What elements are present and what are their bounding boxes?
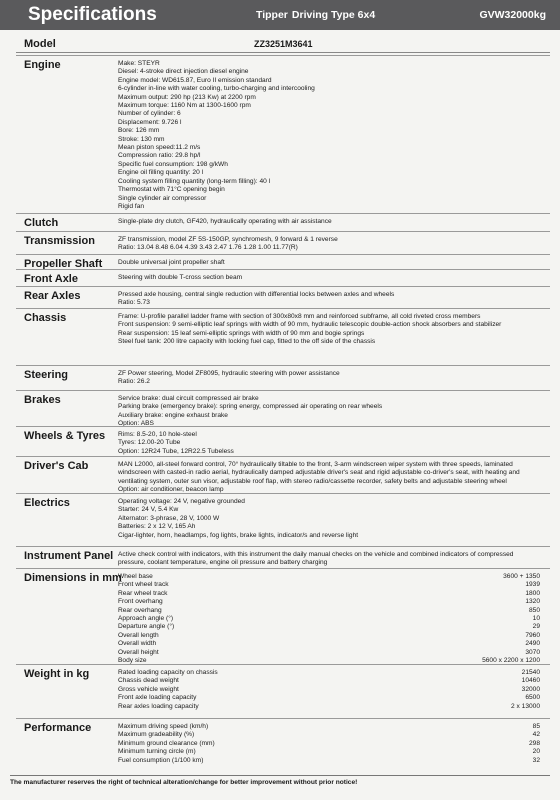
spec-line: Front suspension: 9 semi-elliptic leaf springs with width of 90 mm, hydraulic telescopic double-action shock absorbers and stabilizer (118, 321, 502, 329)
section-heading: Clutch (24, 217, 59, 229)
spec-row-label: Fuel consumption (1/100 km) (118, 756, 204, 764)
spec-row (118, 573, 548, 581)
section-clutch (16, 213, 550, 232)
spec-row-value: 298 (528, 739, 540, 747)
section-heading: Instrument Panel (24, 550, 114, 562)
spec-line: Mean piston speed:11.2 m/s (118, 144, 201, 152)
section-body (118, 461, 548, 495)
spec-row-value: 85 (532, 723, 540, 730)
section-weight (16, 664, 550, 719)
spec-line: Rims: 8.5-20, 10 hole-steel (118, 431, 197, 438)
spec-row-label: Departure angle (°) (118, 623, 175, 631)
spec-row-label: Minimum ground clearance (mm) (118, 739, 215, 747)
section-transmission (16, 231, 550, 255)
spec-line: Tyres: 12.00-20 Tube (118, 439, 181, 447)
spec-row (118, 731, 548, 739)
spec-row-label: Body size (118, 657, 147, 665)
section-heading: Chassis (24, 312, 67, 324)
spec-row (118, 623, 548, 631)
vehicle-type (256, 9, 479, 21)
spec-line: Maximum torque: 1160 Nm at 1300-1600 rpm (118, 102, 251, 110)
spec-row (118, 615, 548, 623)
section-heading: Steering (24, 369, 69, 381)
spec-row (118, 590, 548, 598)
spec-line: Make: STEYR (118, 60, 160, 67)
section-heading: Front Axle (24, 273, 78, 285)
spec-row-label: Rear axles loading capacity (118, 702, 199, 710)
section-heading: Dimensions in mm (24, 572, 122, 584)
spec-line: Diesel: 4-stroke direct injection diesel engine (118, 68, 249, 76)
spec-row-label: Approach angle (°) (118, 615, 174, 623)
spec-row-label: Wheel base (118, 573, 153, 580)
spec-line: Batteries: 2 x 12 V, 165 Ah (118, 523, 196, 531)
section-body (118, 274, 548, 282)
spec-line: Specific fuel consumption: 198 g/kWh (118, 160, 228, 168)
spec-line: ZF Power steering, Model ZF8095, hydraulic steering with power assistance (118, 370, 340, 377)
spec-line: Single-plate dry clutch, GF420, hydraulically operating with air assistance (118, 218, 332, 225)
spec-row-value: 3070 (525, 648, 540, 656)
spec-row-label: Rear overhang (118, 606, 162, 614)
spec-row-value: 32000 (521, 685, 540, 693)
spec-row (118, 740, 548, 748)
spec-row-value: 1320 (525, 598, 540, 606)
spec-row-value: 10 (532, 615, 540, 623)
spec-line: ventilating system, outer sun visor, adjustable roof flap, with stereo radio/cassette recorder, safety belts and adjustable steering wheel (118, 477, 507, 485)
spec-line: Operating voltage: 24 V, negative grounded (118, 498, 245, 505)
section-chassis (16, 308, 550, 366)
section-wheels (16, 426, 550, 457)
section-performance (16, 718, 550, 771)
spec-line: Parking brake (emergency brake): spring energy, compressed air operating on rear wheels (118, 403, 383, 411)
spec-row-label: Overall width (118, 640, 157, 648)
spec-row-label: Maximum driving speed (km/h) (118, 723, 209, 730)
section-body (118, 669, 548, 711)
spec-line: Displacement: 9.726 l (118, 118, 182, 126)
spec-row-label: Front wheel track (118, 581, 169, 589)
section-body (118, 259, 548, 267)
spec-line: Service brake: dual circuit compressed air brake (118, 395, 259, 402)
spec-row-label: Chassis dead weight (118, 677, 179, 685)
gvw-label: GVW32000kg (479, 9, 546, 21)
spec-line: Engine model: WD615.87, Euro II emission standard (118, 76, 272, 84)
section-heading: Engine (24, 59, 61, 71)
spec-line: MAN L2000, all-steel forward control, 70° hydraulically tiltable to the front, 3-arm windscreen wiper system with three speeds, laminated (118, 461, 513, 468)
section-body (118, 313, 548, 347)
spec-line: Auxiliary brake: engine exhaust brake (118, 411, 228, 419)
spec-row-label: Front axle loading capacity (118, 694, 197, 702)
section-body (118, 291, 548, 308)
section-electrics (16, 493, 550, 547)
spec-row-value: 20 (532, 748, 540, 756)
model-value: ZZ3251M3641 (254, 39, 313, 49)
vehicle-type-lead: Tipper (256, 9, 288, 21)
spec-row (118, 686, 548, 694)
section-engine (16, 55, 550, 214)
spec-line: Bore: 126 mm (118, 127, 160, 135)
spec-line: Number of cylinder: 6 (118, 110, 181, 118)
vehicle-type-rest: Driving Type 6x4 (291, 9, 376, 21)
spec-line: Option: 12R24 Tube, 12R22.5 Tubeless (118, 447, 234, 455)
spec-line: Maximum output: 290 hp (213 Kw) at 2200 rpm (118, 93, 256, 101)
section-heading: Weight in kg (24, 668, 90, 680)
spec-row-value: 2 x 13000 (511, 702, 540, 710)
spec-row-value: 850 (528, 606, 540, 614)
section-dimensions (16, 568, 550, 665)
spec-line: Ratio: 5.73 (118, 299, 150, 307)
section-body (118, 431, 548, 456)
spec-line: ZF transmission, model ZF 5S-150GP, synchromesh, 9 forward & 1 reverse (118, 236, 338, 243)
section-propeller (16, 254, 550, 270)
page-title: Specifications (28, 4, 157, 25)
spec-line: Single cylinder air compressor (118, 194, 207, 202)
spec-line: Steel fuel tank: 200 litre capacity with locking fuel cap, fitted to the off side of the chassis (118, 338, 376, 346)
section-body (118, 498, 548, 540)
section-heading: Wheels & Tyres (24, 430, 106, 442)
spec-row-value: 1939 (525, 581, 540, 589)
spec-line: Rigid fan (118, 202, 145, 210)
section-body (118, 236, 548, 253)
section-cab (16, 456, 550, 494)
spec-row (118, 581, 548, 589)
spec-row-value: 10460 (521, 677, 540, 685)
spec-row (118, 632, 548, 640)
section-heading: Rear Axles (24, 290, 81, 302)
section-heading: Propeller Shaft (24, 258, 103, 270)
spec-row (118, 607, 548, 615)
spec-line: pressure, coolant temperature, engine oil pressure and battery charging (118, 559, 328, 567)
spec-row (118, 703, 548, 711)
spec-line: Steering with double T-cross section beam (118, 274, 243, 281)
section-steering (16, 365, 550, 391)
section-rear-axles (16, 286, 550, 309)
spec-row (118, 748, 548, 756)
spec-row-value: 5600 x 2200 x 1200 (482, 657, 540, 665)
spec-row-label: Front overhang (118, 598, 163, 606)
spec-line: Ratio: 26.2 (118, 378, 150, 386)
section-heading: Electrics (24, 497, 70, 509)
spec-line: windscreen with casted-in radio aerial, hydraulically damped adjustable driver's seat and rigid adjustable co-driver's seat, with heating and (118, 469, 520, 477)
spec-row-label: Minimum turning circle (m) (118, 748, 196, 756)
spec-row (118, 723, 548, 731)
spec-row-value: 42 (532, 731, 540, 739)
section-instrument (16, 546, 550, 569)
spec-line: Frame: U-profile parallel ladder frame with section of 300x80x8 mm and reinforced subframe, all cold riveted cross members (118, 313, 481, 320)
section-body (118, 573, 548, 665)
spec-line: Engine oil filling quantity: 20 l (118, 169, 204, 177)
spec-row-value: 1800 (525, 589, 540, 597)
spec-row-label: Overall length (118, 631, 159, 639)
spec-row-label: Rated loading capacity on chassis (118, 669, 218, 676)
spec-row-label: Overall height (118, 648, 159, 656)
spec-line: 6-cylinder in-line with water cooling, turbo-charging and intercooling (118, 85, 315, 93)
section-body (118, 60, 548, 211)
spec-row-value: 3600 + 1350 (503, 573, 540, 580)
section-heading: Driver's Cab (24, 460, 89, 472)
spec-row-value: 29 (532, 623, 540, 631)
spec-row-value: 7960 (525, 631, 540, 639)
spec-line: Rear suspension: 15 leaf semi-elliptic springs with width of 90 mm and bogie springs (118, 329, 365, 337)
spec-line: Cigar-lighter, horn, headlamps, fog lights, brake lights, indicator/s and reverse light (118, 531, 359, 539)
spec-row (118, 649, 548, 657)
section-body (118, 723, 548, 765)
spec-row-label: Maximum gradeability (%) (118, 731, 195, 739)
section-body (118, 370, 548, 387)
section-heading: Transmission (24, 235, 95, 247)
spec-header (0, 0, 560, 30)
spec-line: Stroke: 130 mm (118, 135, 165, 143)
spec-row-label: Rear wheel track (118, 589, 168, 597)
section-front-axle (16, 269, 550, 287)
spec-line: Starter: 24 V, 5.4 Kw (118, 506, 179, 514)
section-heading: Performance (24, 722, 92, 734)
spec-line: Double universal joint propeller shaft (118, 259, 225, 266)
spec-line: Ratio: 13.04 8.48 6.04 4.39 3.43 2.47 1.76 1.28 1.00 11.77(R) (118, 244, 298, 252)
spec-line: Option: air conditioner, beacon lamp (118, 486, 224, 494)
spec-row-label: Gross vehicle weight (118, 685, 179, 693)
model-label: Model (24, 38, 56, 50)
section-brakes (16, 390, 550, 427)
spec-row-value: 21540 (521, 669, 540, 676)
spec-row (118, 598, 548, 606)
spec-row (118, 677, 548, 685)
section-body (118, 551, 548, 568)
spec-line: Thermostat with 71°C opening begin (118, 186, 225, 194)
spec-line: Cooling system filling quantity (long-term filling): 40 l (118, 177, 271, 185)
spec-row-value: 6500 (525, 694, 540, 702)
spec-line: Active check control with indicators, with this instrument the daily manual checks on the vehicle and combined indicators of compressed (118, 551, 514, 558)
footer-divider (10, 775, 550, 776)
spec-row-value: 32 (532, 756, 540, 764)
spec-row (118, 640, 548, 648)
spec-line: Option: ABS (118, 420, 154, 428)
model-row (16, 36, 550, 53)
spec-line: Alternator: 3-phrase, 28 V, 1000 W (118, 514, 220, 522)
section-heading: Brakes (24, 394, 61, 406)
spec-line: Pressed axle housing, central single reduction with differential locks between axles and wheels (118, 291, 395, 298)
spec-row (118, 757, 548, 765)
spec-row-value: 2490 (525, 640, 540, 648)
section-body (118, 218, 548, 226)
footer-note: The manufacturer reserves the right of technical alteration/change for better improvement without prior notice! (10, 779, 358, 786)
spec-row (118, 669, 548, 677)
spec-row (118, 694, 548, 702)
spec-line: Compression ratio: 29.8 hp/l (118, 152, 201, 160)
section-body (118, 395, 548, 429)
